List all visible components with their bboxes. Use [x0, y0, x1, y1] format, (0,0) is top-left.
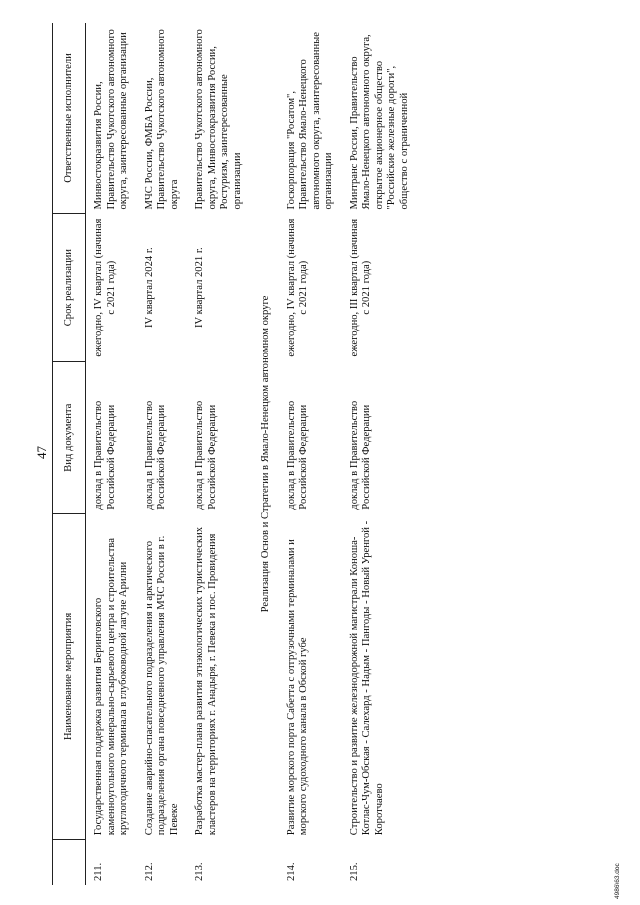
row-resp: Минтранс России, Правительство Ямало-Ненецкого автономного округа, открытое акционерное общество "Российские железные дороги", общество с ограниченной — [348, 34, 410, 210]
row-resp: Госкорпорация "Росатом", Правительство Ямало-Ненецкого автономного округа, заинтересованные организации — [285, 32, 334, 210]
row-num: 211. — [93, 862, 104, 881]
row-doc: доклад в Правительство Российской Федерации — [348, 400, 372, 510]
header-name: Наименование мероприятия — [53, 514, 86, 840]
row-term: ежегодно, IV квартал (начиная с 2021 года) — [93, 218, 117, 357]
table-row — [342, 23, 418, 885]
row-doc: доклад в Правительство Российской Федерации — [194, 400, 218, 510]
row-name: Развитие морского порта Сабетта с отгрузочными терминалами и морского судоходного канала в Обской губе — [285, 539, 309, 836]
header-num — [53, 839, 86, 885]
row-name: Государственная поддержка развития Беринговского каменноугольного минерально-сырьевого центра и строительства круглогодичного терминала в глубоководной лагуне Арилни — [93, 538, 129, 836]
measures-table — [52, 23, 417, 885]
header-resp: Ответственные исполнители — [53, 23, 86, 214]
row-name: Разработка мастер-плана развития этнэкологических туристических кластеров на территориях г. Анадыря, г. Певека и пос. Провидения — [194, 526, 218, 836]
section-row — [250, 23, 279, 885]
row-resp: Минвостокразвития России, Правительство Чукотского автономного округа, заинтересованные организации — [93, 29, 129, 210]
table-row — [279, 23, 342, 885]
header-term: Срок реализации — [53, 214, 86, 362]
row-doc: доклад в Правительство Российской Федерации — [285, 400, 309, 510]
row-num: 213. — [194, 862, 205, 881]
footer-file-code: 4986\63.doc — [614, 863, 621, 899]
row-name: Строительство и развитие железнодорожной магистрали Коноша-Котлас-Чум-Обская - Салехард - Надым - Пангоды - Новый Уренгой - Коротчаево — [348, 520, 385, 836]
table-row — [187, 23, 250, 885]
row-num: 215. — [348, 862, 360, 881]
row-doc: доклад в Правительство Российской Федерации — [93, 400, 117, 510]
row-term: ежегодно, III квартал (начиная с 2021 года) — [348, 218, 372, 357]
row-term: IV квартал 2021 г. — [194, 247, 205, 328]
header-doc: Вид документа — [53, 362, 86, 514]
row-name: Создание аварийно-спасательного подразделения и арктического подразделения органа повседневного управления МЧС России в г. Певеке — [143, 535, 180, 836]
page-number: 47 — [34, 446, 49, 459]
row-num: 214. — [285, 862, 297, 881]
row-resp: Правительство Чукотского автономного округа, Минвостокразвития России, Ростуризм, заинтересованные организации — [194, 29, 243, 210]
table-row — [137, 23, 188, 885]
section-title: Реализация Основ и Стратегии в Ямало-Ненецком автономном округе — [260, 295, 271, 613]
row-resp: МЧС России, ФМБА России, Правительство Чукотского автономного округа — [143, 29, 180, 210]
table-header-row — [53, 23, 86, 885]
row-term: ежегодно, IV квартал (начиная с 2021 года) — [285, 218, 309, 357]
row-num: 212. — [143, 862, 155, 881]
row-term: IV квартал 2024 г. — [143, 247, 155, 328]
table-row — [86, 23, 137, 885]
row-doc: доклад в Правительство Российской Федерации — [143, 400, 167, 510]
